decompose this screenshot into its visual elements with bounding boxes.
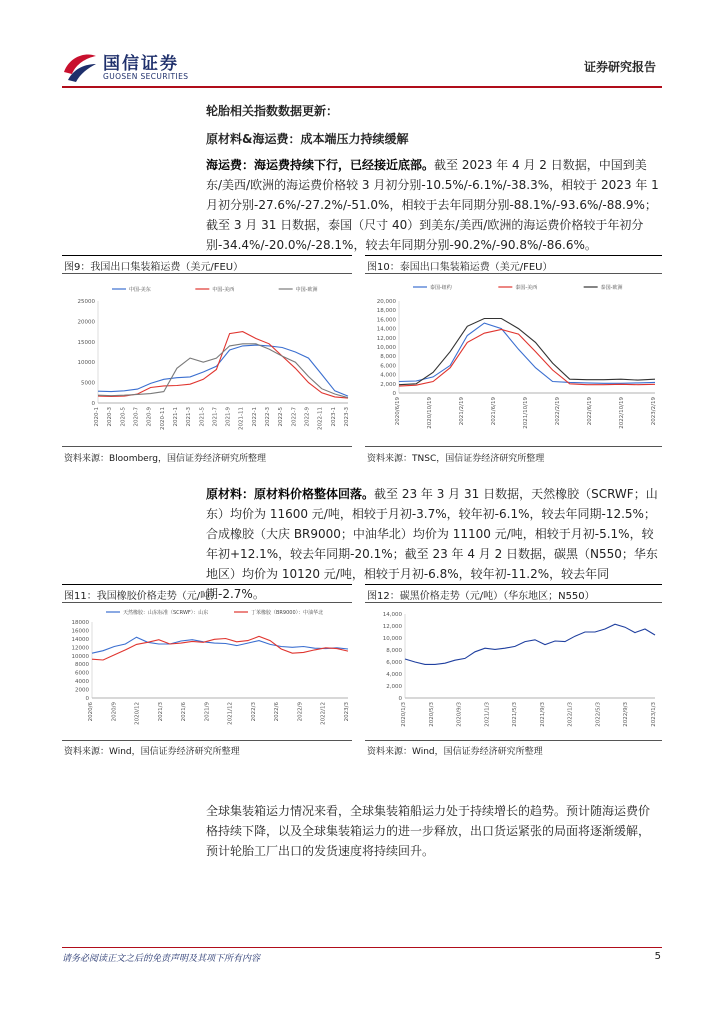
fig9-xtick-label: 2020-7 [133,407,140,427]
section-subheading: 原材料&海运费：成本端压力持续缓解 [206,132,409,146]
fig9-xtick-label: 2021-3 [186,407,193,427]
fig10-ytick-label: 20,000 [376,299,396,305]
fig11-xtick-label: 2021/9 [204,702,211,722]
fig10-ytick-label: 18,000 [376,308,396,315]
freight-paragraph [206,155,661,255]
fig12-source: 资料来源：Wind，国信证券经济研究所整理 [367,747,543,757]
fig10-series-line-3 [399,319,655,385]
fig10-xtick-label: 2021/2/19 [459,397,465,426]
fig11-source: 资料来源：Wind，国信证券经济研究所整理 [64,747,240,757]
fig11-top-rule [62,584,352,585]
fig10-title-rule [365,273,662,274]
fig9-ytick-label: 25000 [77,299,95,305]
fig11-xtick-label: 2020/12 [134,702,141,725]
fig12-ytick-label: 2,000 [386,684,402,690]
material-paragraph [206,484,661,604]
fig12-xtick-label: 2020/5/3 [428,702,435,727]
fig11-ytick-label: 0 [85,696,89,702]
material-lead: 原材料：原材料价格整体回落。 [206,487,375,501]
fig10-legend-label: 泰国-美西 [515,285,538,291]
fig9-xtick-label: 2021-1 [172,407,179,427]
fig12-xtick-label: 2022/9/3 [623,702,630,727]
fig11-bottom-rule [62,740,352,741]
fig12-title-rule [365,602,662,603]
fig11-title: 图11：我国橡胶价格走势（元/吨） [64,591,221,602]
fig10-ytick-label: 6,000 [380,363,396,370]
fig10-legend-label: 泰国-欧洲 [600,285,623,291]
fig9-source: 资料来源：Bloomberg，国信证券经济研究所整理 [64,454,266,464]
fig12-chart [365,606,662,734]
fig9-title-rule [62,273,352,274]
fig12-ytick-label: 10,000 [382,636,402,642]
fig11-ytick-label: 8000 [75,662,89,669]
fig10-ytick-label: 16,000 [376,317,396,324]
freight-lead: 海运费：海运费持续下行，已经接近底部。 [206,158,435,172]
material-body: 截至 23 年 3 月 31 日数据，天然橡胶（SCRWF；山东）均价为 11600 元/吨，相较于月初-3.7%，较年初-6.1%，较去年同期-12.5%；合成橡胶（大庆 BR9000；中油华北）均价为 11100 元/吨，相较于月初-5.1%，较年初+12.1%，较去年同期-20.1%；截至 23 年 4 月 2 日数据，碳黑（N550；华东地区）均价为 10120 元/吨，相较于月初-6.8%，较年初-11.2%，较去年同期-2.7%。 [206,487,658,601]
fig9-xtick-label: 2022-7 [291,407,298,427]
fig11-ytick-label: 4000 [75,679,89,686]
brand-name-en: GUOSEN SECURITIES [103,72,189,81]
fig9-xtick-label: 2021-5 [199,407,206,427]
fig11-xtick-label: 2021/3 [157,702,164,722]
fig9-series-line-2 [98,332,348,399]
fig9-xtick-label: 2020-1 [94,407,100,427]
fig12-ytick-label: 4,000 [386,672,402,678]
fig10-xtick-label: 2023/2/19 [651,397,657,426]
fig9-top-rule [62,255,352,256]
fig11-ytick-label: 2000 [75,687,89,694]
fig9-ytick-label: 5000 [81,380,95,387]
fig12-ytick-label: 6,000 [386,660,402,666]
fig11-series-line-2 [92,636,348,660]
fig12-xtick-label: 2021/5/3 [512,702,519,727]
fig12-xtick-label: 2023/1/3 [651,702,657,727]
fig10-bottom-rule [365,446,662,447]
fig10-ytick-label: 8,000 [380,354,396,361]
fig11-ytick-label: 6000 [75,670,89,677]
fig11-ytick-label: 12000 [71,645,89,652]
fig11-xtick-label: 2020/6 [88,702,94,722]
fig10-chart [365,277,662,440]
fig11-xtick-label: 2022/12 [320,702,327,725]
fig12-ytick-label: 8,000 [386,648,402,654]
report-type: 证券研究报告 [583,60,656,74]
fig12-series-line-1 [405,624,655,664]
brand-name: 国信证券 [103,54,179,74]
footer-disclaimer: 请务必阅读正文之后的免责声明及其项下所有内容 [62,954,261,964]
fig11-xtick-label: 2023/3 [344,702,350,722]
fig10-ytick-label: 4,000 [380,372,396,379]
fig9-legend-label: 中国-欧洲 [295,287,318,293]
fig10-ytick-label: 12,000 [376,335,396,342]
footer-divider [62,947,662,948]
fig11-xtick-label: 2021/12 [227,702,234,725]
freight-body: 截至 2023 年 4 月 2 日数据，中国到美东/美西/欧洲的海运费价格较 3 月初分别-10.5%/-6.1%/-38.3%，相较于 2023 年 1 月初分别-27.6%/-27.2%/-51.0%，相较于去年同期分别-88.1%/-93.6%/-88.9%；截至 3 月 31 日数据，泰国（尺寸 40）到美东/美西/欧洲的海运费价格较于年初分别-34.4%/-20.0%/-28.1%，较去年同期分别-90.2%/-90.8%/-86.6%。 [206,158,659,252]
fig9-legend-label: 中国-美东 [129,287,151,293]
fig11-ytick-label: 10000 [71,653,89,660]
fig9-xtick-label: 2021-7 [212,407,219,427]
fig12-bottom-rule [365,740,662,741]
fig9-xtick-label: 2020-11 [159,407,166,430]
fig11-legend-label: 丁苯橡胶（BR9000）：中油华北 [251,610,324,616]
fig10-ytick-label: 2,000 [380,381,396,388]
fig11-ytick-label: 14000 [71,636,89,643]
fig12-ytick-label: 0 [398,696,402,702]
fig12-xtick-label: 2022/1/3 [567,702,574,727]
fig11-chart [62,606,354,734]
fig10-title: 图10：泰国出口集装箱运费（美元/FEU） [367,262,553,273]
fig11-ytick-label: 16000 [71,628,89,635]
fig9-xtick-label: 2023-1 [330,407,337,427]
fig10-xtick-label: 2021/10/19 [523,397,529,429]
fig10-source: 资料来源：TNSC，国信证券经济研究所整理 [367,454,545,464]
fig11-xtick-label: 2021/6 [181,702,188,722]
fig9-xtick-label: 2021-11 [238,407,245,430]
page-number: 5 [654,951,661,962]
fig11-legend-label: 天然橡胶：山东标准（SCRWF）：山东 [123,610,209,616]
fig11-xtick-label: 2022/6 [274,702,281,722]
fig9-xtick-label: 2022-1 [251,407,258,427]
fig12-ytick-label: 14,000 [382,612,402,618]
fig10-xtick-label: 2020/10/19 [427,397,433,429]
fig9-xtick-label: 2022-11 [317,407,324,430]
fig10-xtick-label: 2021/6/19 [491,397,497,426]
fig9-ytick-label: 10000 [77,360,95,367]
fig11-ytick-label: 18000 [71,620,89,626]
fig9-ytick-label: 0 [91,401,95,407]
fig12-xtick-label: 2022/5/3 [595,702,602,727]
fig10-ytick-label: 10,000 [376,345,396,351]
fig10-series-line-1 [399,323,655,383]
header-divider [62,86,662,88]
fig12-xtick-label: 2020/9/3 [456,702,463,727]
fig10-xtick-label: 2022/6/19 [587,397,593,426]
fig10-top-rule [365,255,662,256]
fig9-chart [62,277,354,440]
fig11-xtick-label: 2020/9 [111,702,118,722]
fig10-ytick-label: 14,000 [376,326,396,333]
conclusion-paragraph: 全球集装箱运力情况来看，全球集装箱船运力处于持续增长的趋势。预计随海运费价格持续下降，以及全球集装箱运力的进一步释放，出口货运紧张的局面将逐渐缓解，预计轮胎工厂出口的发货速度将持续回升。 [206,804,651,858]
fig9-xtick-label: 2022-9 [304,407,311,427]
fig10-legend-label: 泰国-纽约 [430,285,452,291]
fig12-xtick-label: 2020/1/3 [401,702,407,727]
fig10-xtick-label: 2022/2/19 [555,397,561,426]
fig9-xtick-label: 2021-9 [225,407,232,427]
fig9-xtick-label: 2022-3 [265,407,272,427]
fig11-xtick-label: 2022/9 [297,702,304,722]
guosen-logo-icon [62,50,98,86]
fig9-title: 图9：我国出口集装箱运费（美元/FEU） [64,262,244,273]
fig12-title: 图12：碳黑价格走势（元/吨）（华东地区；N550） [367,591,595,602]
fig12-top-rule [365,584,662,585]
fig9-legend-label: 中国-美西 [212,287,235,293]
fig11-xtick-label: 2022/3 [250,702,257,722]
fig9-xtick-label: 2020-5 [120,407,127,427]
fig9-xtick-label: 2022-5 [278,407,285,427]
fig12-xtick-label: 2021/1/3 [484,702,491,727]
fig12-ytick-label: 12,000 [382,624,402,630]
fig11-title-rule [62,602,352,603]
fig9-xtick-label: 2020-9 [146,407,153,427]
fig10-xtick-label: 2020/6/19 [395,397,401,426]
section-heading: 轮胎相关指数数据更新： [206,104,339,118]
fig10-xtick-label: 2022/10/19 [619,397,625,429]
fig9-xtick-label: 2020-3 [107,407,114,427]
fig9-xtick-label: 2023-3 [344,407,350,427]
fig9-ytick-label: 20000 [77,319,95,326]
fig12-xtick-label: 2021/9/3 [539,702,546,727]
fig10-ytick-label: 0 [392,391,396,397]
fig9-bottom-rule [62,446,352,447]
fig9-ytick-label: 15000 [77,339,95,346]
